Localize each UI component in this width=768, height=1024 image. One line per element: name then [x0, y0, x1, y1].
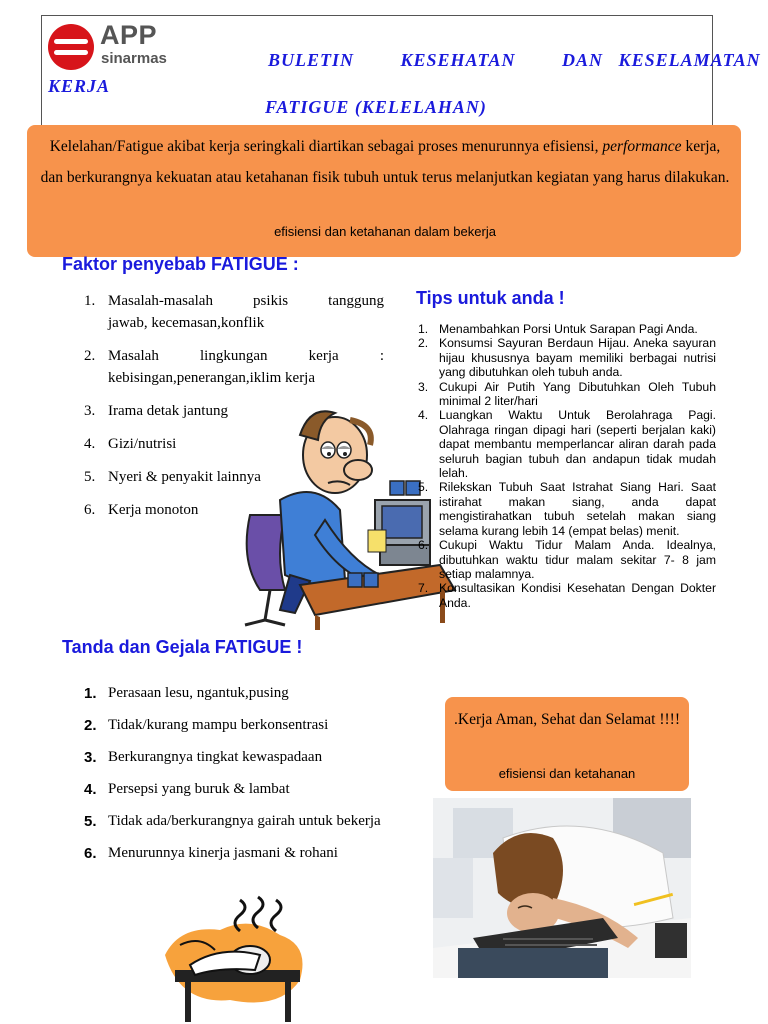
- bulletin-subtitle: FATIGUE (KELELAHAN): [265, 97, 487, 117]
- list-item: 1. Perasaan lesu, ngantuk,pusing: [84, 685, 289, 702]
- intro-text: [40, 131, 730, 193]
- bulletin-title-continued: KERJA: [48, 76, 111, 96]
- bulletin-title: BULETIN KESEHATAN DAN KESELAMATAN: [268, 50, 761, 70]
- list-item: 5. Tidak ada/berkurangnya gairah untuk bekerja: [84, 813, 381, 830]
- intro-text-part2: kerja, dan berkurangnya kekuatan atau ketahanan fisik tubuh untuk terus melanjutkan kegiatan yang harus dilakukan.: [40, 138, 730, 186]
- list-item: 4. Luangkan Waktu Untuk Berolahraga Pagi. Olahraga ringan dipagi hari (seperti berjalan kaki) dapat membantu memperlancar aliran darah pada seluruh bagian tubuh dan andapun tidak mudah lelah.: [418, 408, 716, 481]
- list-item: 1. Masalah-masalah psikis tanggung jawab, kecemasan,konflik: [84, 293, 384, 331]
- intro-text-part1: Kelelahan/Fatigue akibat kerja seringkali diartikan sebagai proses menurunnya efisiensi,: [49, 138, 603, 155]
- intro-text-italic: performance: [602, 138, 682, 155]
- list-item: 7. Konsultasikan Kondisi Kesehatan Dengan Dokter Anda.: [418, 581, 716, 610]
- logo-subtext: sinarmas: [101, 50, 167, 67]
- safety-title: .Kerja Aman, Sehat dan Selamat !!!!: [454, 711, 680, 728]
- signs-list: [84, 679, 384, 871]
- intro-subtext: efisiensi dan ketahanan dalam bekerja: [274, 224, 496, 239]
- list-item: 1. Menambahkan Porsi Untuk Sarapan Pagi Anda.: [418, 322, 698, 336]
- list-item: 2. Konsumsi Sayuran Berdaun Hijau. Aneka sayuran hijau khususnya bayam memiliki berbagai nutrisi yang dibutuhkan oleh tubuh anda.: [418, 336, 716, 380]
- company-logo: [48, 22, 178, 72]
- list-item: 3. Irama detak jantung: [84, 403, 228, 419]
- list-item: 5. Rilekskan Tubuh Saat Istrahat Siang Hari. Saat istirahat makan siang, anda dapat mengistirahatkan tubuh setelah makan siang selama kurang lebih 14 (empat belas) menit.: [418, 480, 716, 538]
- list-item: 4. Persepsi yang buruk & lambat: [84, 781, 290, 798]
- tips-list: [416, 322, 716, 610]
- signs-heading: Tanda dan Gejala FATIGUE !: [62, 637, 303, 657]
- sleeping-cartoon-illustration: [160, 895, 310, 1024]
- sleeping-cartoon-icon: [160, 895, 310, 1024]
- list-item: 6. Menurunnya kinerja jasmani & rohani: [84, 845, 338, 862]
- tips-heading: Tips untuk anda !: [416, 288, 565, 308]
- list-item: 2. Masalah lingkungan kerja : kebisingan,penerangan,iklim kerja: [84, 348, 384, 386]
- list-item: 4. Gizi/nutrisi: [84, 436, 177, 452]
- safety-subtext: efisiensi dan ketahanan: [498, 766, 636, 781]
- list-item: 5. Nyeri & penyakit lainnya: [84, 469, 261, 485]
- sleeping-worker-photo: [433, 798, 691, 978]
- logo-mark-icon: [48, 24, 94, 70]
- list-item: 3. Berkurangnya tingkat kewaspadaan: [84, 749, 323, 766]
- logo-text: APP: [100, 20, 158, 50]
- sleeping-worker-icon: [433, 798, 691, 978]
- list-item: 6. Kerja monoton: [84, 502, 199, 518]
- list-item: 3. Cukupi Air Putih Yang Dibutuhkan Oleh Tubuh minimal 2 liter/hari: [418, 379, 716, 409]
- list-item: 6. Cukupi Waktu Tidur Malam Anda. Idealnya, dibutuhkan waktu tidur malam sekitar 7- 8 jam setiap malamnya.: [418, 538, 716, 581]
- causes-heading: Faktor penyebab FATIGUE :: [62, 254, 299, 274]
- list-item: 2. Tidak/kurang mampu berkonsentrasi: [84, 717, 329, 734]
